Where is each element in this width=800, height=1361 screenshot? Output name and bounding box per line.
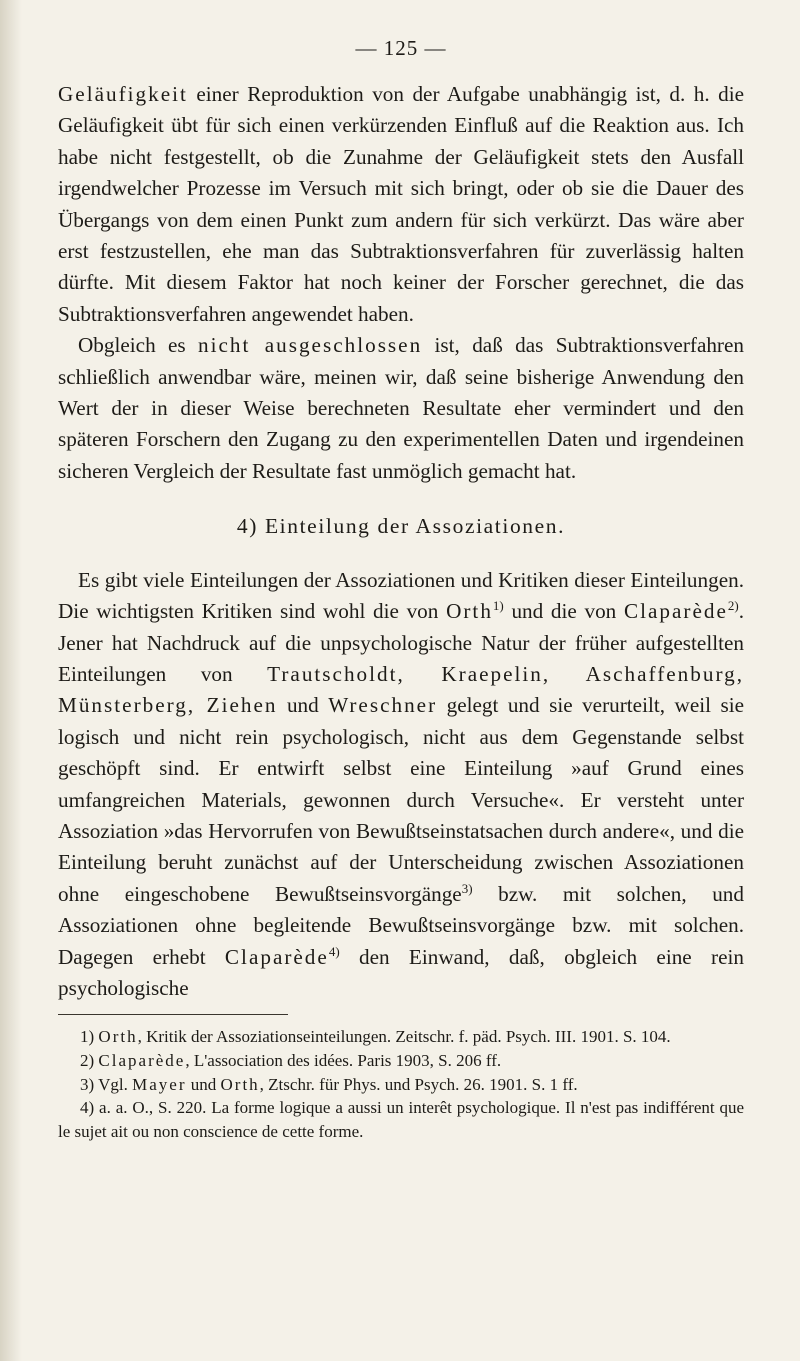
paragraph-1-text: einer Reproduktion von der Aufgabe unabhängig ist, d. h. die Geläufigkeit übt für sich einen verkürzenden Einfluß auf die Reaktion aus. Ich habe nicht festgestellt, ob die Zunahme der Geläufigkeit stets den Ausfall irgendwelcher Prozesse im Versuch mit sich bringt, oder ob sie die Dauer des Übergangs von dem einen Punkt zum andern für sich verkürzt. Das wäre aber erst festzustellen, ehe man das Subtraktionsverfahren für zuverlässig halten dürfte. Mit diesem Faktor hat noch keiner der Forscher gerechnet, die das Subtraktionsverfahren angewendet haben.: [58, 82, 744, 326]
footnote-3-pre: Vgl.: [98, 1074, 133, 1094]
footnote-2: [58, 1049, 744, 1073]
footnote-1-author: Orth: [98, 1027, 138, 1047]
footnote-3-author-2: Orth: [220, 1074, 260, 1094]
paragraph-3-part-2: und die von: [503, 599, 624, 624]
footnote-3-mid: und: [186, 1074, 221, 1094]
author-claparede: Claparède: [623, 599, 728, 624]
paragraph-3-part-1: Es gibt viele Einteilungen der Assoziationen und Kritiken dieser Einteilungen. Die wichtigsten Kritiken sind wohl die von: [58, 567, 744, 624]
emphasis-nicht-ausgeschlossen: nicht ausgeschlossen: [198, 333, 423, 358]
paragraph-2-after: ist, daß das Subtraktionsverfahren schließlich anwendbar wäre, meinen wir, daß seine bisherige Anwendung den Wert der in dieser Weise berechneten Resultate eher vermindert und den späteren Forschern den Zugang zu den experimentellen Daten und irgendeinen sicheren Vergleich der Resultate fast unmöglich gemacht hat.: [58, 333, 744, 483]
paragraph-1: [58, 79, 744, 330]
footnote-ref-3[interactable]: 3): [461, 880, 473, 896]
footnote-3-mark: 3): [80, 1074, 95, 1094]
footnote-2-mark: 2): [80, 1050, 95, 1070]
footnote-3-text: , Ztschr. für Phys. und Psych. 26. 1901. S. 1 ff.: [259, 1074, 578, 1094]
footnote-1: [58, 1025, 744, 1049]
paragraph-3-part-5: bzw. mit solchen, und Assoziationen ohne begleitende Bewußtseinsvorgänge bzw. mit solchen. Dagegen erhebt: [58, 881, 744, 969]
emphasis-gelaeufigkeit: Geläufigkeit: [58, 82, 188, 106]
paragraph-2-before: Obgleich es: [78, 333, 199, 358]
author-claparede-2: Claparède: [224, 944, 329, 969]
author-orth: Orth: [446, 599, 493, 624]
footnote-4-mark: 4): [80, 1098, 95, 1118]
footnote-divider: [58, 1014, 288, 1015]
footnote-2-text: , L'association des idées. Paris 1903, S. 206 ff.: [185, 1050, 502, 1070]
footnote-3-author: Mayer: [132, 1074, 187, 1094]
footnote-3: [58, 1073, 744, 1097]
footnote-ref-2[interactable]: 2): [727, 598, 739, 614]
page-number: — 125 —: [355, 36, 447, 60]
footnotes: [58, 1025, 744, 1143]
footnote-4-text: a. a. O., S. 220. La forme logique a aussi un interêt psychologique. Il n'est pas indifférent que le sujet ait ou non conscience de cette forme.: [58, 1098, 744, 1141]
footnote-2-author: Claparède: [98, 1050, 186, 1070]
footnote-4: [58, 1096, 744, 1143]
paragraph-3: [58, 565, 744, 1005]
paragraph-3-part-3: . Jener hat Nachdruck auf die unpsychologische Natur der früher aufgestellten Einteilungen von: [58, 599, 744, 686]
author-list: Trautscholdt, Kraepelin, Aschaffenburg, Münsterberg, Ziehen: [58, 661, 745, 718]
footnote-ref-1[interactable]: 1): [492, 598, 504, 614]
footnote-1-mark: 1): [80, 1027, 95, 1047]
paragraph-2: [58, 330, 744, 487]
paragraph-3-und: und: [277, 693, 329, 718]
paragraph-3-part-6: den Einwand, daß, obgleich eine rein psychologische: [58, 944, 744, 1000]
section-heading: 4) Einteilung der Assoziationen.: [236, 514, 566, 539]
main-text: [58, 79, 744, 1004]
author-wreschner: Wreschner: [328, 693, 438, 718]
paragraph-3-part-4: gelegt und sie verurteilt, weil sie logisch und nicht rein psychologisch, nicht aus dem Gegenstande selbst geschöpft sind. Er entwirft selbst eine Einteilung »auf Grund eines umfangreichen Materials, gewonnen durch Versuche«. Er versteht unter Assoziation »das Hervorrufen von Bewußtseinstatsachen durch andere«, und die Einteilung beruht zunächst auf der Unterscheidung zwischen Assoziationen ohne eingeschobene Bewußtseinsvorgänge: [58, 693, 744, 906]
footnote-ref-4[interactable]: 4): [328, 943, 340, 959]
footnote-1-text: , Kritik der Assoziationseinteilungen. Zeitschr. f. päd. Psych. III. 1901. S. 104.: [137, 1027, 671, 1047]
